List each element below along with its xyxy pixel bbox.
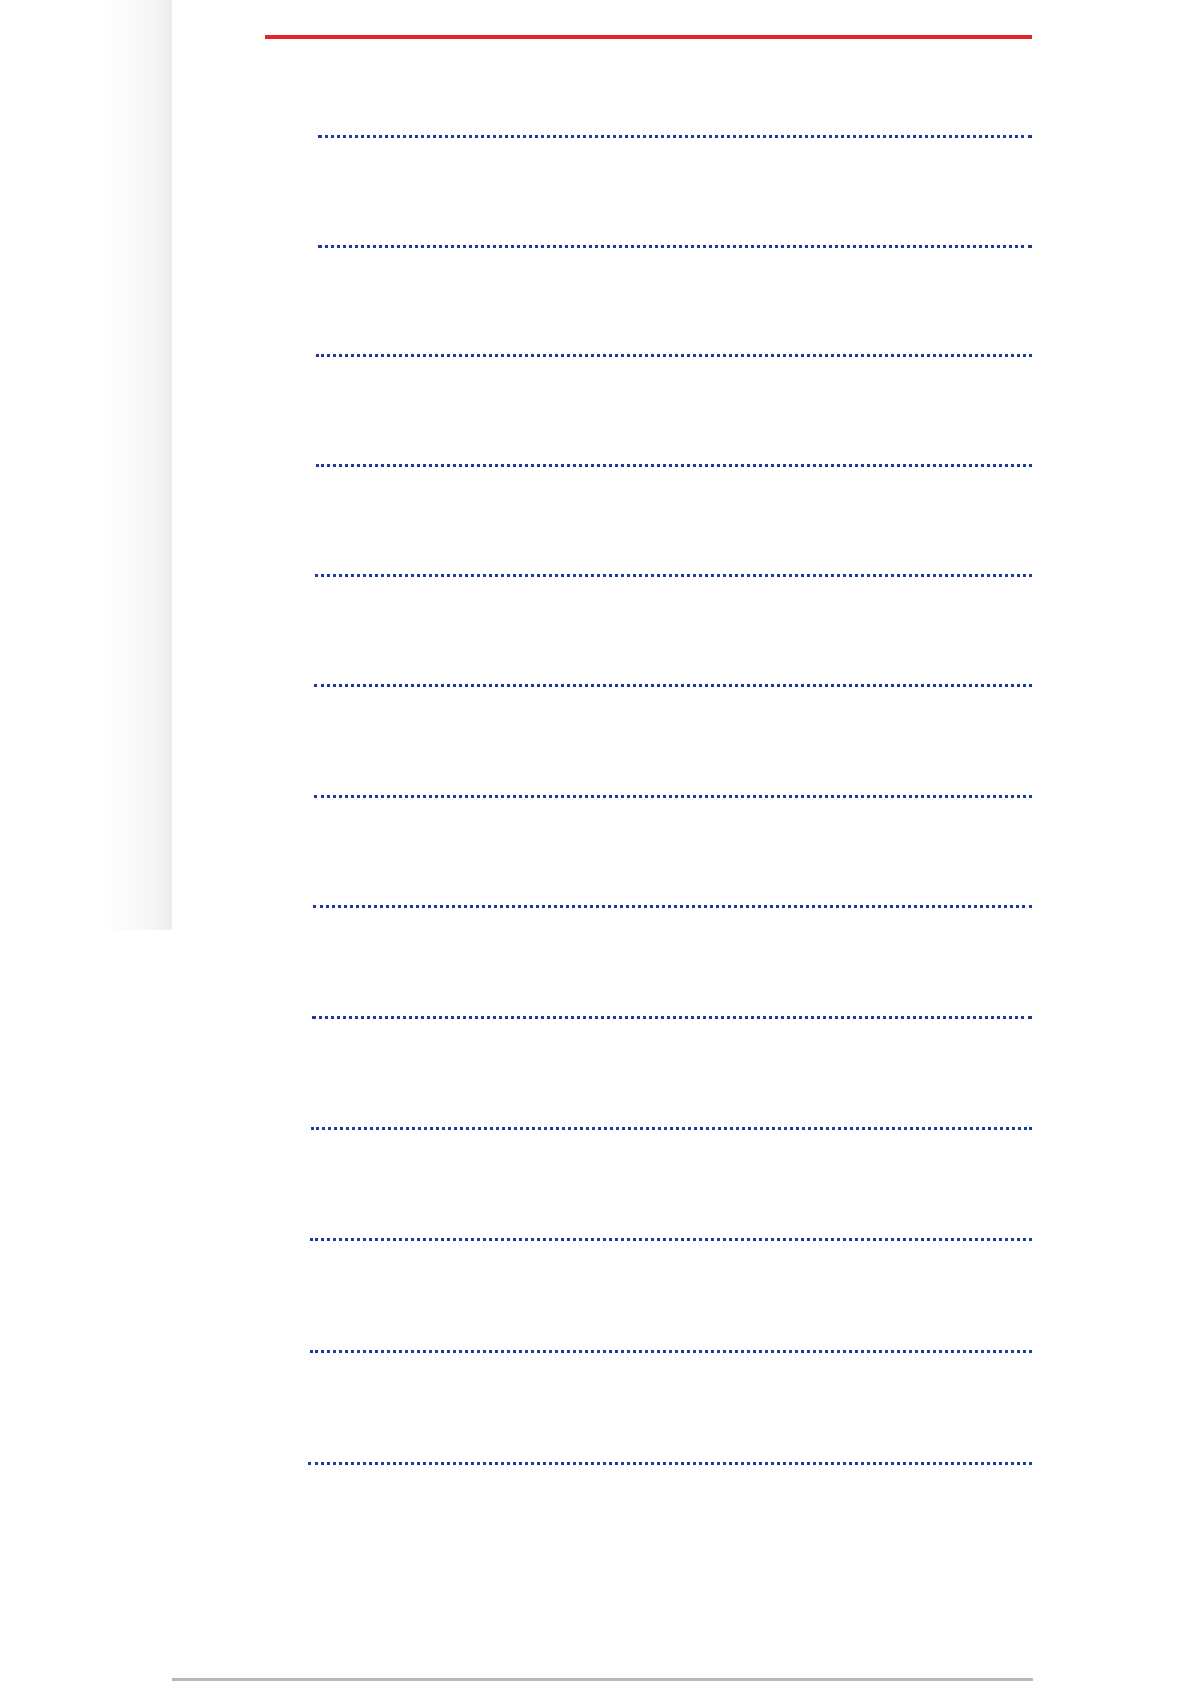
toc-dotted-leader [310,1238,1032,1241]
bottom-gray-rule [172,1678,1033,1681]
toc-entry[interactable] [302,1185,1032,1255]
toc-dotted-leader [318,135,1032,138]
toc-entry[interactable] [300,1409,1032,1479]
toc-dotted-leader [311,1127,1032,1130]
toc-dotted-leader [314,684,1032,687]
toc-entry[interactable] [307,521,1032,591]
toc-entry[interactable] [302,1297,1032,1367]
toc-entry[interactable] [310,82,1032,152]
toc-entry[interactable] [305,852,1032,922]
toc-dotted-leader [312,1016,1032,1019]
toc-dotted-leader [308,1462,1032,1465]
toc-dotted-leader [313,905,1032,908]
toc-entry[interactable] [304,963,1032,1033]
toc-dotted-leader [318,245,1032,248]
toc-entry[interactable] [306,631,1032,701]
toc-entry[interactable] [308,411,1032,481]
toc-entry[interactable] [306,742,1032,812]
toc-entry[interactable] [310,192,1032,262]
toc-entry[interactable] [308,301,1032,371]
toc-dotted-leader [316,354,1032,357]
toc-dotted-leader [315,574,1032,577]
toc-dotted-leader [316,464,1032,467]
toc-entry[interactable] [303,1074,1032,1144]
toc-dotted-leader [310,1350,1032,1353]
toc-dotted-leader [314,795,1032,798]
